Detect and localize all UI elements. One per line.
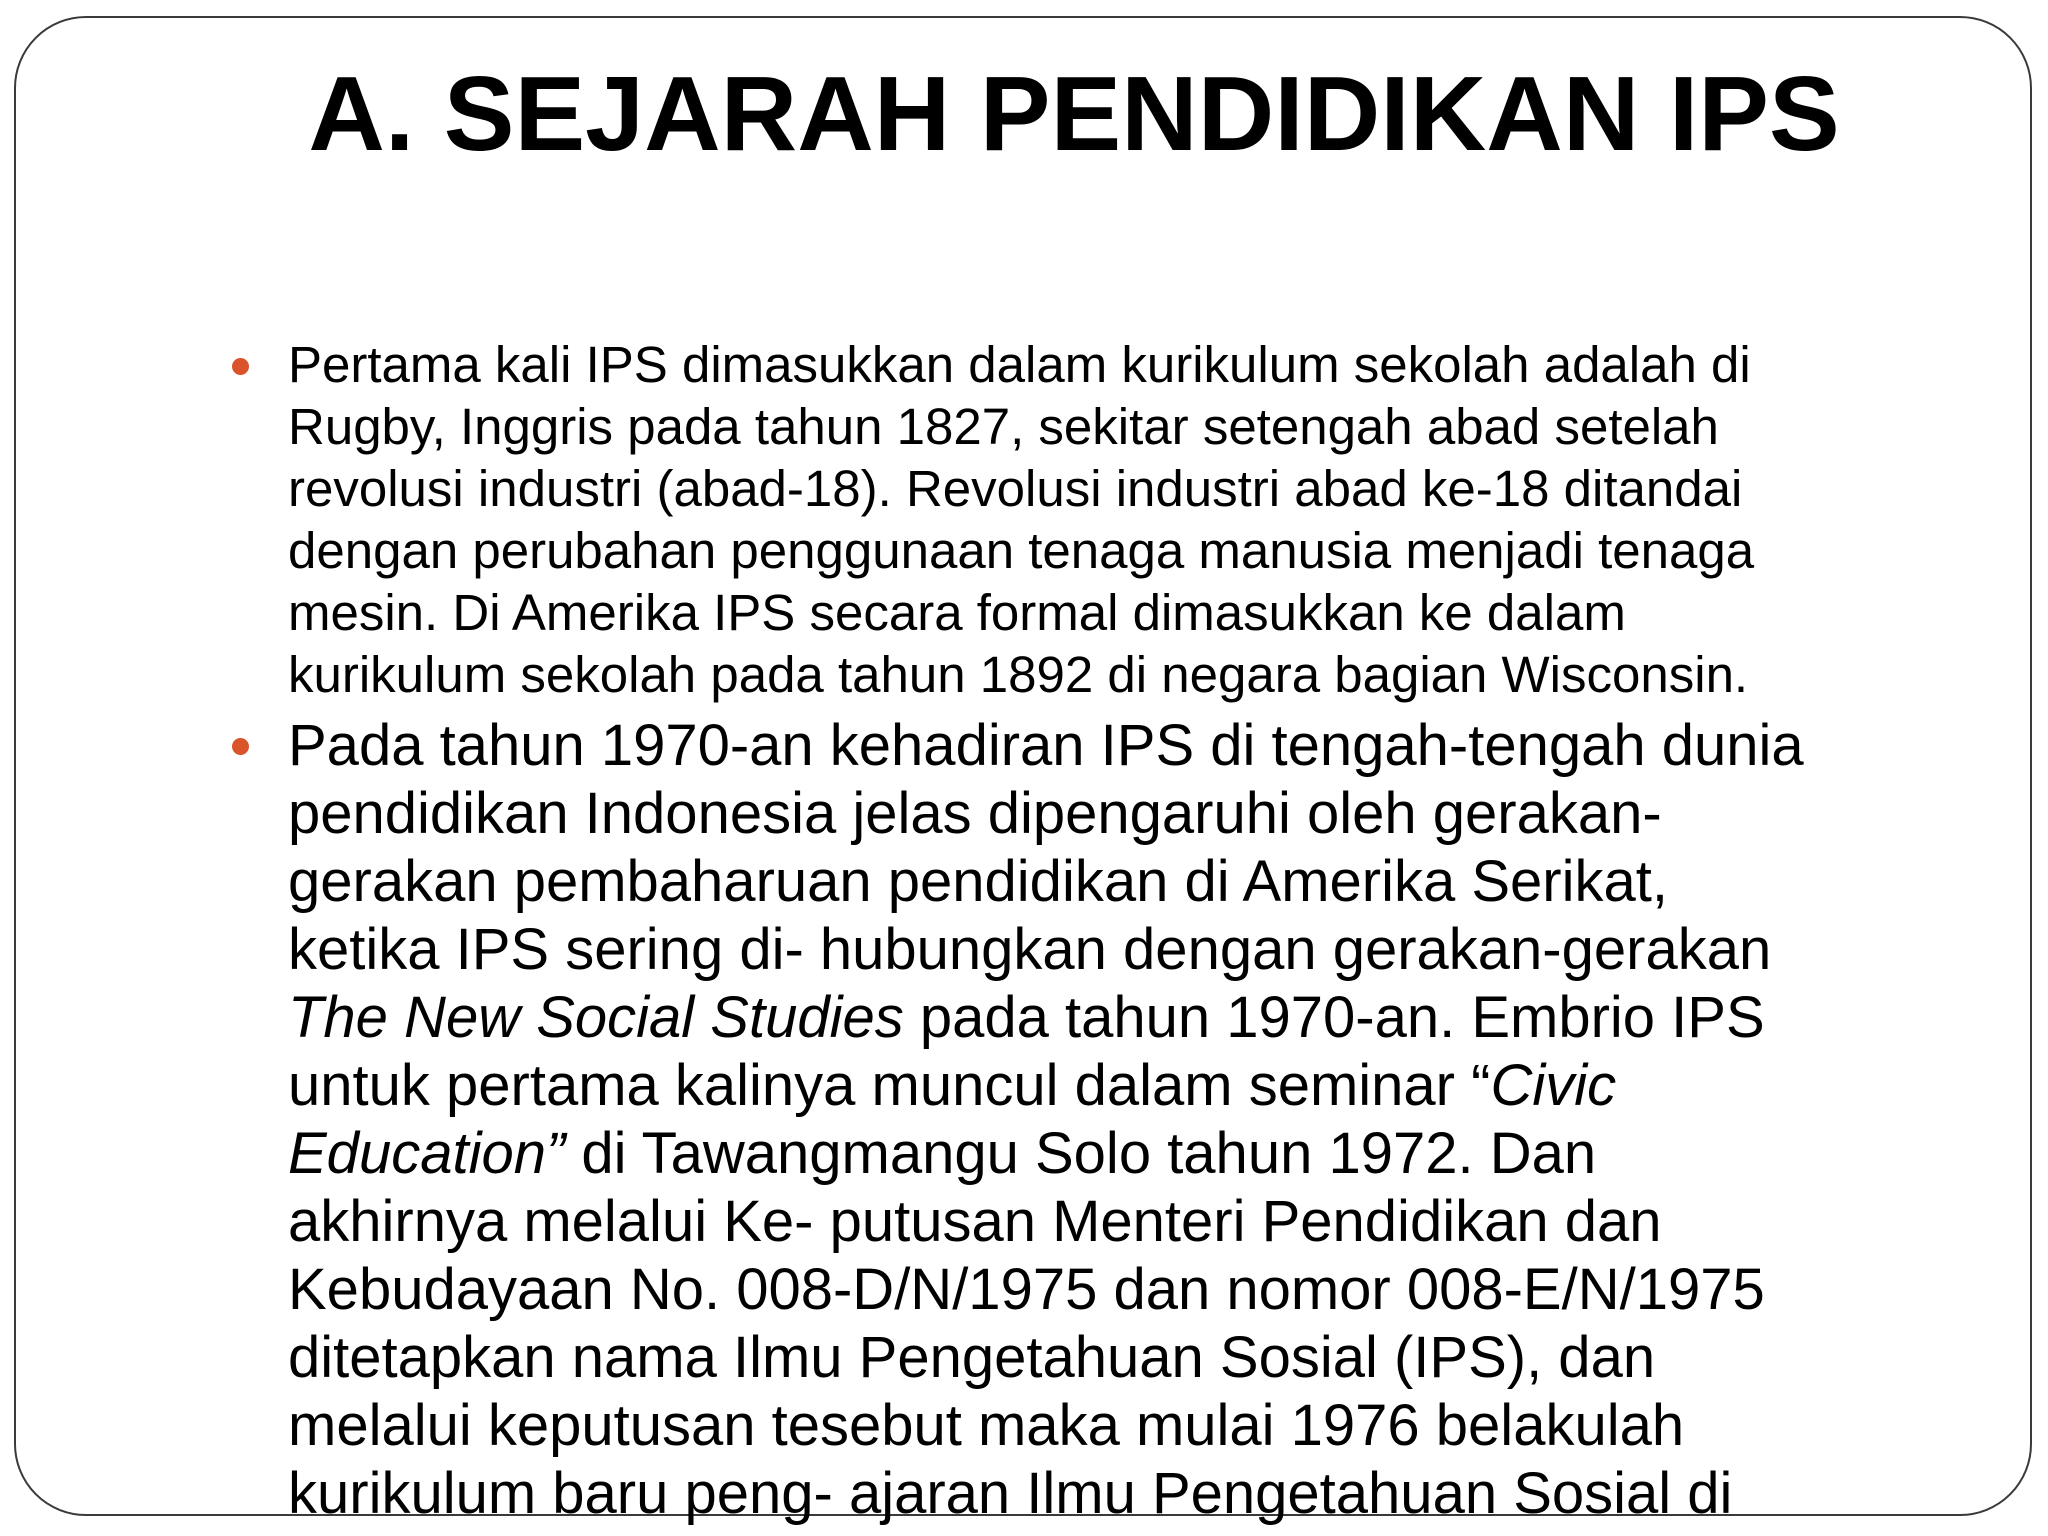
bullet-item (288, 334, 1948, 706)
bullet-text-line: pendidikan Indonesia jelas dipengaruhi oleh gerakan- (288, 781, 1662, 846)
bullet-text-line: revolusi industri (abad-18). Revolusi industri abad ke-18 ditandai (288, 460, 1743, 517)
bullet-text-line: kurikulum baru peng- ajaran Ilmu Pengetahuan Sosial di (288, 1461, 1733, 1526)
bullet-text-line: ketika IPS sering di- hubungkan dengan gerakan-gerakan (288, 917, 1772, 982)
bullet-text-line (288, 1120, 1948, 1188)
italic-title-text: The New Social Studies (288, 985, 904, 1050)
italic-title-text: Civic (1490, 1053, 1617, 1118)
bullet-text-line (288, 1052, 1948, 1120)
bullet-list (288, 334, 1948, 1528)
bullet-text-line: dengan perubahan penggunaan tenaga manusia menjadi tenaga (288, 522, 1755, 579)
bullet-text-segment: untuk pertama kalinya muncul dalam seminar “ (288, 1053, 1491, 1118)
bullet-dot-icon (232, 358, 249, 375)
italic-title-text: Education” (288, 1121, 566, 1186)
slide-title: A. SEJARAH PENDIDIKAN IPS (308, 55, 1840, 173)
bullet-text-line: Pertama kali IPS dimasukkan dalam kurikulum sekolah adalah di (288, 336, 1751, 393)
bullet-text-segment: pada tahun 1970-an. Embrio IPS (903, 985, 1765, 1050)
bullet-text-line: Pada tahun 1970-an kehadiran IPS di tengah-tengah dunia (288, 713, 1804, 778)
bullet-text-line: ditetapkan nama Ilmu Pengetahuan Sosial (IPS), dan (288, 1325, 1656, 1390)
bullet-text-line: kurikulum sekolah pada tahun 1892 di negara bagian Wisconsin. (288, 646, 1749, 703)
bullet-text-segment: di Tawangmangu Solo tahun 1972. Dan (565, 1121, 1597, 1186)
bullet-text-line: melalui keputusan tesebut maka mulai 1976 belakulah (288, 1393, 1685, 1458)
bullet-text-line (288, 984, 1948, 1052)
bullet-dot-icon (232, 738, 249, 755)
bullet-item (288, 712, 1948, 1528)
bullet-text-line: akhirnya melalui Ke- putusan Menteri Pendidikan dan (288, 1189, 1662, 1254)
bullet-text-line: Rugby, Inggris pada tahun 1827, sekitar setengah abad setelah (288, 398, 1719, 455)
bullet-text-line: gerakan pembaharuan pendidikan di Amerika Serikat, (288, 849, 1668, 914)
bullet-text-line: mesin. Di Amerika IPS secara formal dimasukkan ke dalam (288, 584, 1626, 641)
bullet-text-line: Kebudayaan No. 008-D/N/1975 dan nomor 008-E/N/1975 (288, 1257, 1765, 1322)
